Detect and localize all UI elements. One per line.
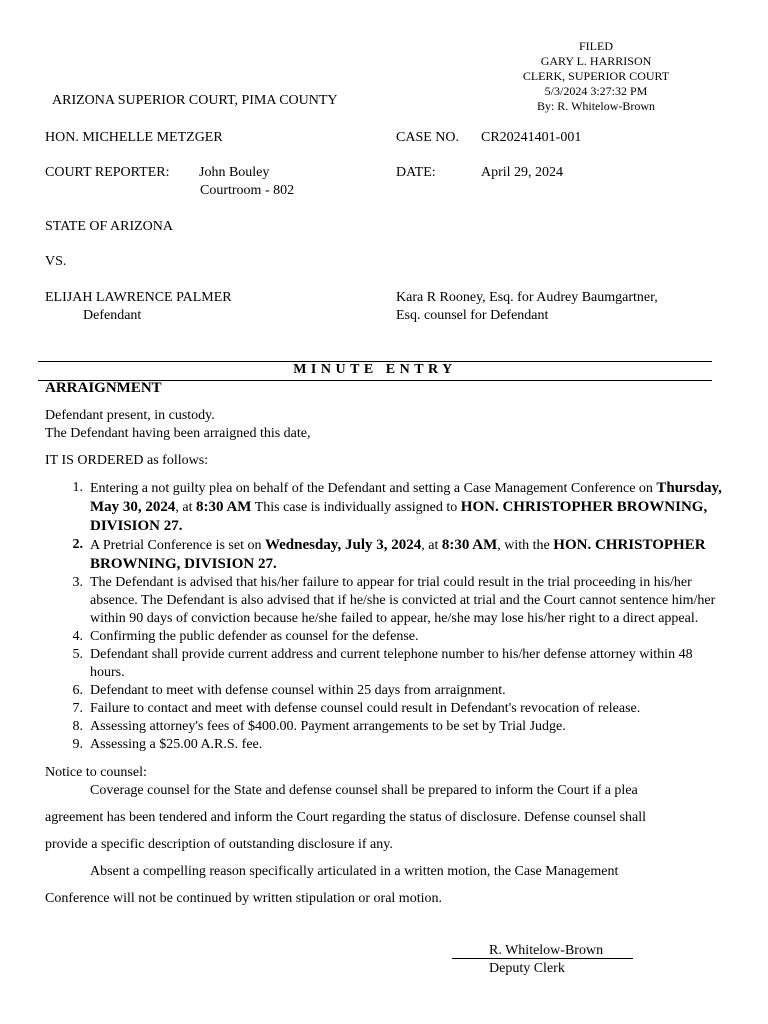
notice-label: Notice to counsel: — [45, 765, 147, 780]
plaintiff: STATE OF ARIZONA — [45, 219, 173, 234]
order-number: 7. — [72, 701, 83, 716]
order-item — [45, 574, 725, 628]
order-number: 9. — [72, 737, 83, 752]
order-item — [45, 479, 725, 536]
order-judge: HON. CHRISTOPHER BROWNING, DIVISION 27. — [90, 537, 706, 572]
order-text: , at — [175, 500, 197, 515]
notice-paragraph-1-line-1: Coverage counsel for the State and defense counsel shall be prepared to inform the Court if a plea — [90, 783, 638, 798]
filed-timestamp: 5/3/2024 3:27:32 PM — [544, 84, 648, 98]
reporter-name: John Bouley — [199, 165, 270, 180]
order-number: 4. — [72, 629, 83, 644]
courtroom: Courtroom - 802 — [200, 183, 295, 198]
order-text: The Defendant is advised that his/her failure to appear for trial could result in the trial proceeding in his/her absence. The Defendant is also advised that if he/she is convicted at trial and the Court cannot sentence him/her within 90 days of conviction because he/she failed to appear, he/she may lose his/her right to a direct appeal. — [90, 575, 716, 626]
counsel-line-1: Kara R Rooney, Esq. for Audrey Baumgartner, — [396, 290, 658, 305]
order-judge: HON. CHRISTOPHER BROWNING, DIVISION 27. — [90, 499, 708, 534]
order-text: Confirming the public defender as counsel for the defense. — [90, 629, 419, 644]
counsel-line-2: Esq. counsel for Defendant — [396, 308, 549, 323]
case-number: CR20241401-001 — [481, 130, 582, 145]
versus: VS. — [45, 254, 67, 269]
signature-name: R. Whitelow-Brown — [489, 943, 604, 958]
order-date: Wednesday, July 3, 2024 — [264, 537, 422, 553]
order-text: This case is individually assigned to — [251, 500, 461, 515]
order-item — [45, 718, 725, 736]
intro-line-1: Defendant present, in custody. — [45, 408, 215, 423]
order-number: 8. — [72, 719, 83, 734]
order-item — [45, 700, 725, 718]
order-item — [45, 646, 725, 682]
filed-stamp — [496, 39, 696, 114]
reporter-label: COURT REPORTER: — [45, 165, 170, 180]
order-text: Failure to contact and meet with defense counsel could result in Defendant's revocation of release. — [90, 701, 641, 716]
signature-title: Deputy Clerk — [489, 961, 565, 976]
clerk-title: CLERK, SUPERIOR COURT — [522, 69, 670, 83]
judge-name: HON. MICHELLE METZGER — [45, 130, 223, 145]
notice-paragraph-2-line-2: Conference will not be continued by written stipulation or oral motion. — [45, 891, 442, 906]
order-text: Assessing attorney's fees of $400.00. Payment arrangements to be set by Trial Judge. — [90, 719, 566, 734]
order-date: Thursday, May 30, 2024 — [90, 480, 722, 515]
order-number: 6. — [72, 683, 83, 698]
notice-paragraph-2-line-1: Absent a compelling reason specifically articulated in a written motion, the Case Management — [90, 864, 619, 879]
ordered-heading: IT IS ORDERED as follows: — [45, 453, 209, 468]
section-heading: ARRAIGNMENT — [45, 380, 162, 396]
order-time: 8:30 AM — [196, 499, 252, 515]
filed-label: FILED — [579, 39, 613, 53]
signature-line — [452, 958, 633, 959]
order-number: 2. — [72, 537, 83, 552]
document-title: MINUTE ENTRY — [293, 362, 457, 377]
order-item — [45, 682, 725, 700]
date-label: DATE: — [396, 165, 436, 180]
defendant-name: ELIJAH LAWRENCE PALMER — [45, 290, 232, 305]
order-text: Assessing a $25.00 A.R.S. fee. — [90, 737, 263, 752]
order-item — [45, 628, 725, 646]
case-label: CASE NO. — [396, 130, 460, 145]
order-time: 8:30 AM — [441, 537, 498, 553]
filed-by: By: R. Whitelow-Brown — [536, 99, 656, 113]
intro-line-2: The Defendant having been arraigned this date, — [45, 426, 311, 441]
order-number: 1. — [72, 480, 83, 495]
order-text: Entering a not guilty plea on behalf of the Defendant and setting a Case Management Conference on — [90, 481, 653, 496]
notice-paragraph-1-line-2: agreement has been tendered and inform the Court regarding the status of disclosure. Defense counsel shall — [45, 810, 647, 825]
order-text: , at — [421, 538, 442, 553]
order-text: A Pretrial Conference is set on — [90, 538, 265, 553]
order-number: 5. — [72, 647, 83, 662]
notice-paragraph-1-line-3: provide a specific description of outstanding disclosure if any. — [45, 837, 393, 852]
order-text: Defendant to meet with defense counsel within 25 days from arraignment. — [90, 683, 506, 698]
defendant-role: Defendant — [83, 308, 142, 323]
order-item — [45, 736, 725, 754]
order-text: , with the — [497, 538, 554, 553]
orders-list — [45, 479, 725, 754]
date-value: April 29, 2024 — [481, 165, 564, 180]
order-number: 3. — [72, 575, 83, 590]
clerk-name: GARY L. HARRISON — [540, 54, 652, 68]
court-name: ARIZONA SUPERIOR COURT, PIMA COUNTY — [52, 93, 338, 108]
order-text: Defendant shall provide current address and current telephone number to his/her defense attorney within 48 hours. — [90, 647, 693, 680]
order-item — [45, 536, 725, 574]
